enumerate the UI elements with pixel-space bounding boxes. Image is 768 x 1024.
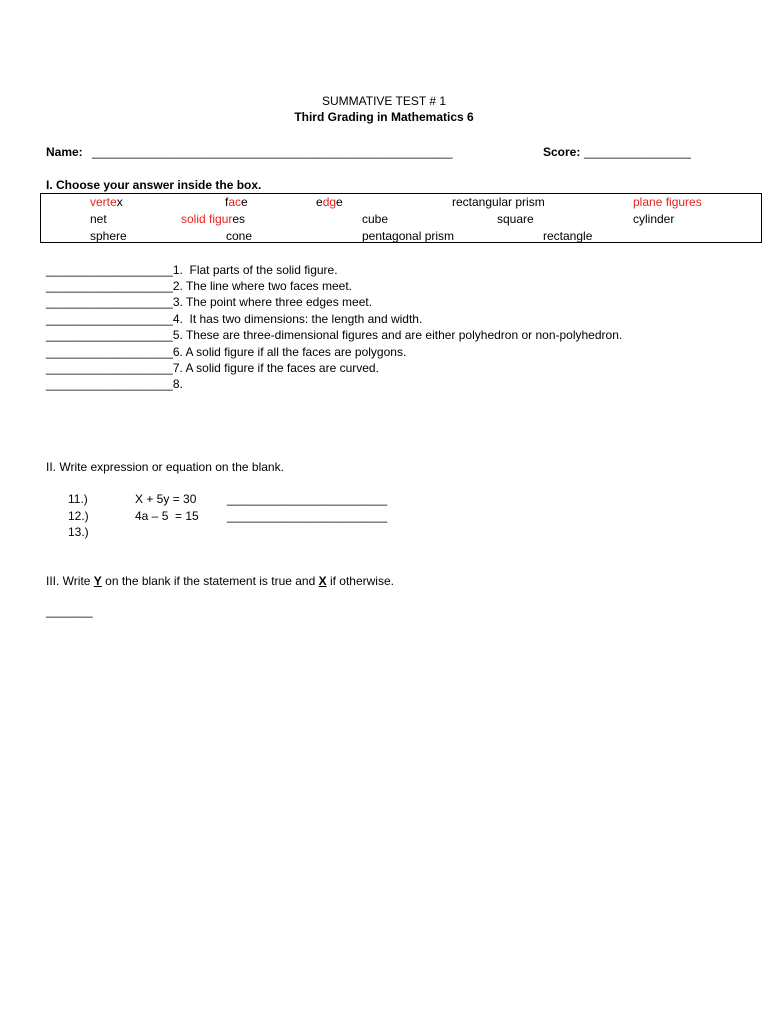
item-row: ___________________2. The line where two faces meet. (46, 279, 353, 293)
item-number: 13.) (68, 525, 89, 539)
word-edge: edge (316, 195, 343, 209)
section1-heading: I. Choose your answer inside the box. (46, 178, 262, 192)
name-field[interactable]: ______________________________________________________ (92, 145, 453, 159)
answer-blank[interactable]: ___________________ (46, 279, 173, 293)
answer-blank[interactable]: ___________________ (46, 328, 173, 342)
word-square: square (497, 212, 534, 226)
word-solid-figures: solid figures (181, 212, 246, 226)
word-plane-figures: plane figures (633, 195, 702, 209)
word-cone: cone (226, 229, 253, 243)
answer-blank[interactable]: ________________________ (227, 509, 388, 523)
answer-blank[interactable]: ________________________ (227, 492, 388, 506)
item-row: ___________________1. Flat parts of the solid figure. (46, 263, 338, 277)
item-row: ___________________3. The point where three edges meet. (46, 295, 373, 309)
word-cube: cube (362, 212, 389, 226)
answer-blank[interactable]: ___________________ (46, 345, 173, 359)
name-label: Name: (46, 145, 83, 159)
item-row: ___________________7. A solid figure if the faces are curved. (46, 361, 379, 375)
word-pentagonal-prism: pentagonal prism (362, 229, 455, 243)
word-net: net (90, 212, 107, 226)
answer-blank[interactable]: ___________________ (46, 295, 173, 309)
test-title: SUMMATIVE TEST # 1 (321, 94, 447, 108)
expression-text: 4a – 5 = 15 (135, 509, 199, 523)
word-face: face (225, 195, 248, 209)
item-row: ___________________6. A solid figure if all the faces are polygons. (46, 345, 407, 359)
answer-blank[interactable]: ___________________ (46, 312, 173, 326)
word-vertex: vertex (90, 195, 123, 209)
word-rectangular-prism: rectangular prism (452, 195, 545, 209)
item-row: ___________________4. It has two dimensions: the length and width. (46, 312, 423, 326)
score-label: Score: (543, 145, 581, 159)
test-subtitle: Third Grading in Mathematics 6 (294, 110, 474, 124)
answer-blank[interactable]: _______ (46, 604, 93, 618)
word-rectangle: rectangle (543, 229, 593, 243)
item-row: ___________________8. (46, 377, 183, 391)
answer-blank[interactable]: ___________________ (46, 263, 173, 277)
answer-blank[interactable]: ___________________ (46, 361, 173, 375)
item-number: 12.) (68, 509, 89, 523)
item-row: ___________________5. These are three-dimensional figures and are either polyhedron or non-polyhedron. (46, 328, 623, 342)
word-cylinder: cylinder (633, 212, 675, 226)
expression-text: X + 5y = 30 (135, 492, 197, 506)
answer-blank[interactable]: ___________________ (46, 377, 173, 391)
word-sphere: sphere (90, 229, 127, 243)
score-field[interactable]: ________________ (584, 145, 691, 159)
section2-heading: II. Write expression or equation on the blank. (46, 460, 284, 474)
section3-heading: III. Write Y on the blank if the statement is true and X if otherwise. (46, 574, 394, 588)
item-number: 11.) (68, 492, 88, 506)
